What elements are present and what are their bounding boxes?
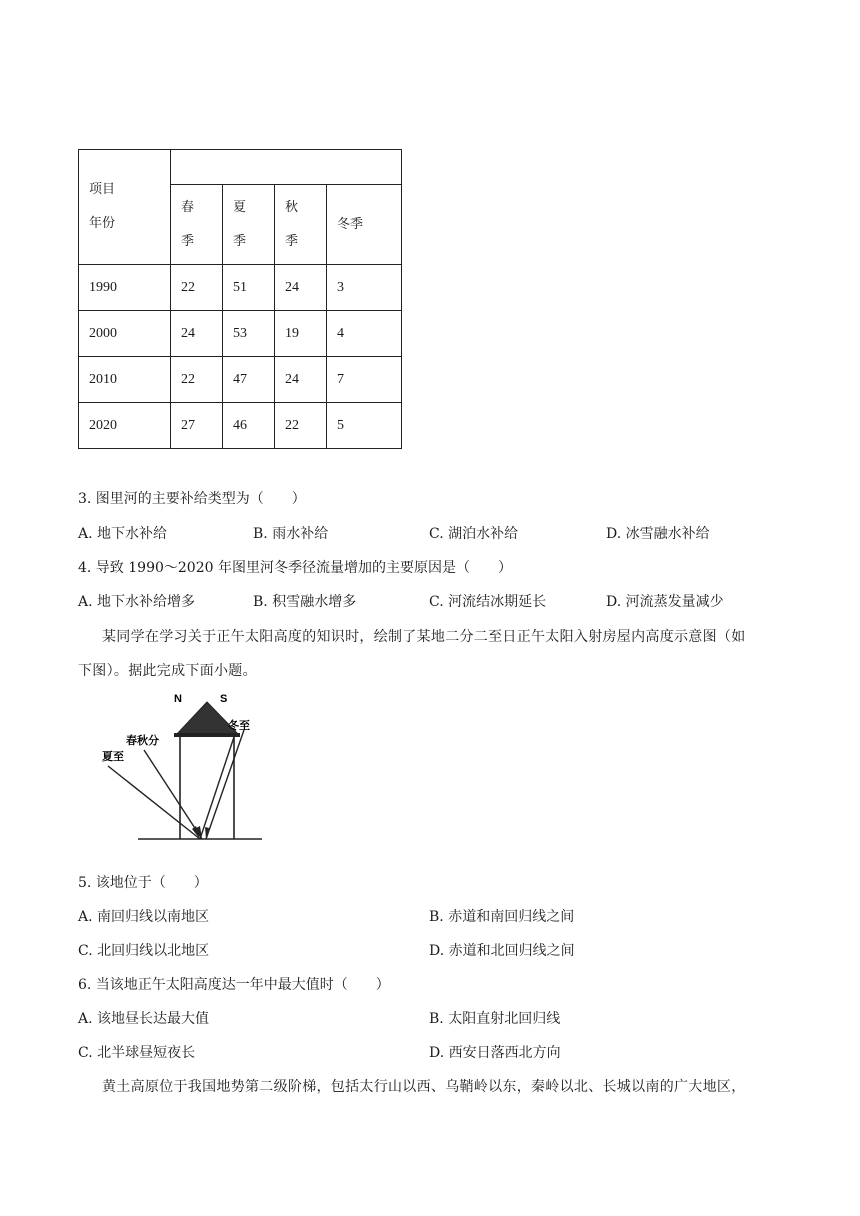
q4-option-a: A. 地下水补给增多 xyxy=(78,594,196,610)
cell-year: 2020 xyxy=(79,403,171,449)
season-header-spring xyxy=(171,185,223,265)
cell-year: 2010 xyxy=(79,357,171,403)
question-5-stem: 5. 该地位于（ ） xyxy=(78,875,208,891)
question-4-stem: 4. 导致 1990～2020 年图里河冬季径流量增加的主要原因是（ ） xyxy=(78,560,512,576)
q5-option-b: B. 赤道和南回归线之间 xyxy=(429,909,575,925)
season-char: 春 xyxy=(181,199,195,215)
cell-value: 24 xyxy=(275,357,327,403)
equinox-label: 春秋分 xyxy=(126,734,159,747)
table-row xyxy=(79,403,402,449)
q6-option-b: B. 太阳直射北回归线 xyxy=(429,1011,561,1027)
cell-value: 3 xyxy=(327,265,402,311)
cell-value: 24 xyxy=(275,265,327,311)
q3-option-a: A. 地下水补给 xyxy=(78,526,168,542)
q5-option-c: C. 北回归线以北地区 xyxy=(78,943,210,959)
season-char: 夏 xyxy=(233,199,247,215)
roof-eave xyxy=(174,733,240,737)
winter-solstice-label: 冬至 xyxy=(228,719,250,732)
q3-option-b: B. 雨水补给 xyxy=(253,526,329,542)
sun-angle-figure xyxy=(96,692,276,852)
cell-value: 46 xyxy=(223,403,275,449)
cell-value: 4 xyxy=(327,311,402,357)
summer-solstice-label: 夏至 xyxy=(102,750,124,763)
table-row xyxy=(79,311,402,357)
season-header-summer xyxy=(223,185,275,265)
question-6-stem: 6. 当该地正午太阳高度达一年中最大值时（ ） xyxy=(78,977,390,993)
header-item-label: 项目 xyxy=(89,182,116,197)
season-header-winter: 冬季 xyxy=(327,185,402,265)
table-row xyxy=(79,265,402,311)
cell-value: 53 xyxy=(223,311,275,357)
cell-value: 51 xyxy=(223,265,275,311)
cell-value: 47 xyxy=(223,357,275,403)
q4-option-d: D. 河流蒸发量减少 xyxy=(606,594,724,610)
q6-option-d: D. 西安日落西北方向 xyxy=(429,1045,561,1061)
season-char: 秋 xyxy=(285,199,299,215)
intro-paragraph-line-1: 某同学在学习关于正午太阳高度的知识时，绘制了某地二分二至日正午太阳入射房屋内高度示意图（如 xyxy=(102,629,746,645)
q6-option-c: C. 北半球昼短夜长 xyxy=(78,1045,196,1061)
q4-option-c: C. 河流结冰期延长 xyxy=(429,594,547,610)
season-char: 季 xyxy=(285,233,299,249)
cell-year: 2000 xyxy=(79,311,171,357)
south-label: S xyxy=(220,693,228,705)
q4-option-b: B. 积雪融水增多 xyxy=(253,594,357,610)
summer-solstice-ray xyxy=(108,766,200,839)
header-year-label: 年份 xyxy=(89,216,116,231)
table-top-blank xyxy=(171,150,402,185)
question-3-stem: 3. 图里河的主要补给类型为（ ） xyxy=(78,491,306,507)
table-header-cell xyxy=(79,150,171,265)
winter-solstice-ray xyxy=(206,730,244,839)
cell-value: 22 xyxy=(171,265,223,311)
q6-option-a: A. 该地昼长达最大值 xyxy=(78,1011,210,1027)
intro-paragraph-line-2: 下图）。据此完成下面小题。 xyxy=(78,663,257,679)
cell-value: 24 xyxy=(171,311,223,357)
q5-option-a: A. 南回归线以南地区 xyxy=(78,909,210,925)
loess-plateau-paragraph: 黄土高原位于我国地势第二级阶梯，包括太行山以西、乌鞘岭以东，秦岭以北、长城以南的广大地区， xyxy=(102,1079,746,1095)
q3-option-c: C. 湖泊水补给 xyxy=(429,526,519,542)
season-header-autumn xyxy=(275,185,327,265)
q3-option-d: D. 冰雪融水补给 xyxy=(606,526,710,542)
winter-solstice-ray-inner xyxy=(200,737,234,839)
q5-option-d: D. 赤道和北回归线之间 xyxy=(429,943,575,959)
cell-value: 5 xyxy=(327,403,402,449)
cell-value: 19 xyxy=(275,311,327,357)
cell-year: 1990 xyxy=(79,265,171,311)
season-char: 季 xyxy=(233,233,247,249)
equinox-ray xyxy=(144,750,202,839)
season-char: 季 xyxy=(181,233,195,249)
north-label: N xyxy=(174,693,182,705)
cell-value: 7 xyxy=(327,357,402,403)
cell-value: 27 xyxy=(171,403,223,449)
cell-value: 22 xyxy=(275,403,327,449)
cell-value: 22 xyxy=(171,357,223,403)
table-row xyxy=(79,357,402,403)
runoff-table xyxy=(78,149,402,449)
